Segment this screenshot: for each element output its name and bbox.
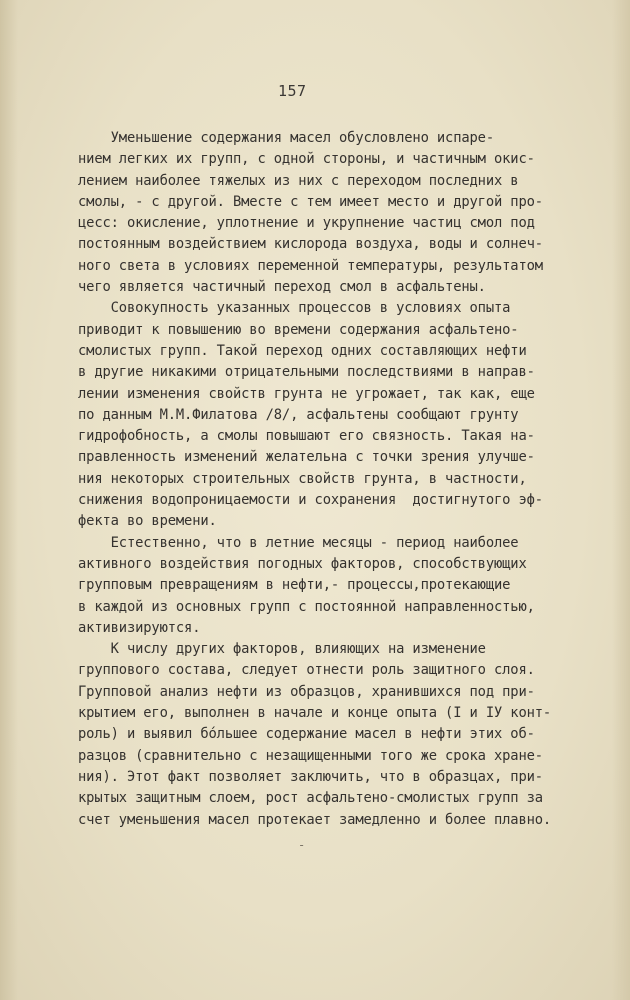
text-line: разцов (сравнительно с незащищенными того же срока хране- bbox=[78, 747, 543, 764]
text-line: Групповой анализ нефти из образцов, хранившихся под при- bbox=[78, 683, 535, 700]
text-line: активного воздействия погодных факторов, способствующих bbox=[78, 555, 527, 572]
text-line: цесс: окисление, уплотнение и укрупнение частиц смол под bbox=[78, 215, 535, 232]
text-line: Уменьшение содержания масел обусловлено испаре- bbox=[78, 130, 494, 146]
text-line: правленность изменений желательна с точки зрения улучше- bbox=[78, 449, 535, 466]
text-line: гидрофобность, а смолы повышают его связность. Такая на- bbox=[78, 428, 535, 445]
text-line: приводит к повышению во времени содержания асфальтено- bbox=[78, 321, 519, 338]
text-line: снижения водопроницаемости и сохранения достигнутого эф- bbox=[78, 492, 543, 509]
text-line: лением наиболее тяжелых из них с переходом последних в bbox=[78, 172, 519, 189]
text-line: постоянным воздействием кислорода воздуха, воды и солнеч- bbox=[78, 236, 543, 253]
text-line: ного света в условиях переменной температуры, результатом bbox=[78, 257, 543, 274]
text-line: Совокупность указанных процессов в условиях опыта bbox=[78, 300, 511, 317]
text-line: ния некоторых строительных свойств грунта, в частности, bbox=[78, 470, 527, 487]
text-line: в другие никакими отрицательными последствиями в направ- bbox=[78, 364, 535, 381]
text-line: ния). Этот факт позволяет заключить, что в образцах, при- bbox=[78, 768, 543, 785]
text-line: нием легких их групп, с одной стороны, и частичным окис- bbox=[78, 151, 535, 168]
text-line: лении изменения свойств грунта не угрожает, так как, еще bbox=[78, 385, 535, 402]
text-line: Естественно, что в летние месяцы - период наиболее bbox=[78, 534, 519, 551]
text-line: крытых защитным слоем, рост асфальтено-смолистых групп за bbox=[78, 790, 543, 807]
body-text bbox=[78, 128, 623, 831]
text-line: счет уменьшения масел протекает замедленно и более плавно. bbox=[78, 811, 552, 828]
text-line: в каждой из основных групп с постоянной направленностью, bbox=[78, 598, 535, 615]
text-line: К числу других факторов, влияющих на изменение bbox=[78, 641, 486, 658]
text-line: по данным М.М.Филатова /8/, асфальтены сообщают грунту bbox=[78, 406, 519, 423]
text-line: активизируются. bbox=[78, 619, 201, 636]
text-line: смолистых групп. Такой переход одних составляющих нефти bbox=[78, 342, 527, 359]
text-line: чего является частичный переход смол в асфальтены. bbox=[78, 279, 486, 296]
text-line: групповым превращениям в нефти,- процессы,протекающие bbox=[78, 577, 511, 594]
footer-mark: - bbox=[298, 838, 306, 852]
text-line: смолы, - с другой. Вместе с тем имеет место и другой про- bbox=[78, 193, 543, 210]
text-line: фекта во времени. bbox=[78, 513, 217, 530]
page-number: 157 bbox=[278, 82, 307, 100]
text-line: крытием его, выполнен в начале и конце опыта (I и IУ конт- bbox=[78, 705, 552, 722]
page-left-edge bbox=[0, 0, 18, 1000]
text-line: роль) и выявил бо́льшее содержание масел в нефти этих об- bbox=[78, 726, 535, 743]
text-line: группового состава, следует отнести роль защитного слоя. bbox=[78, 662, 535, 679]
